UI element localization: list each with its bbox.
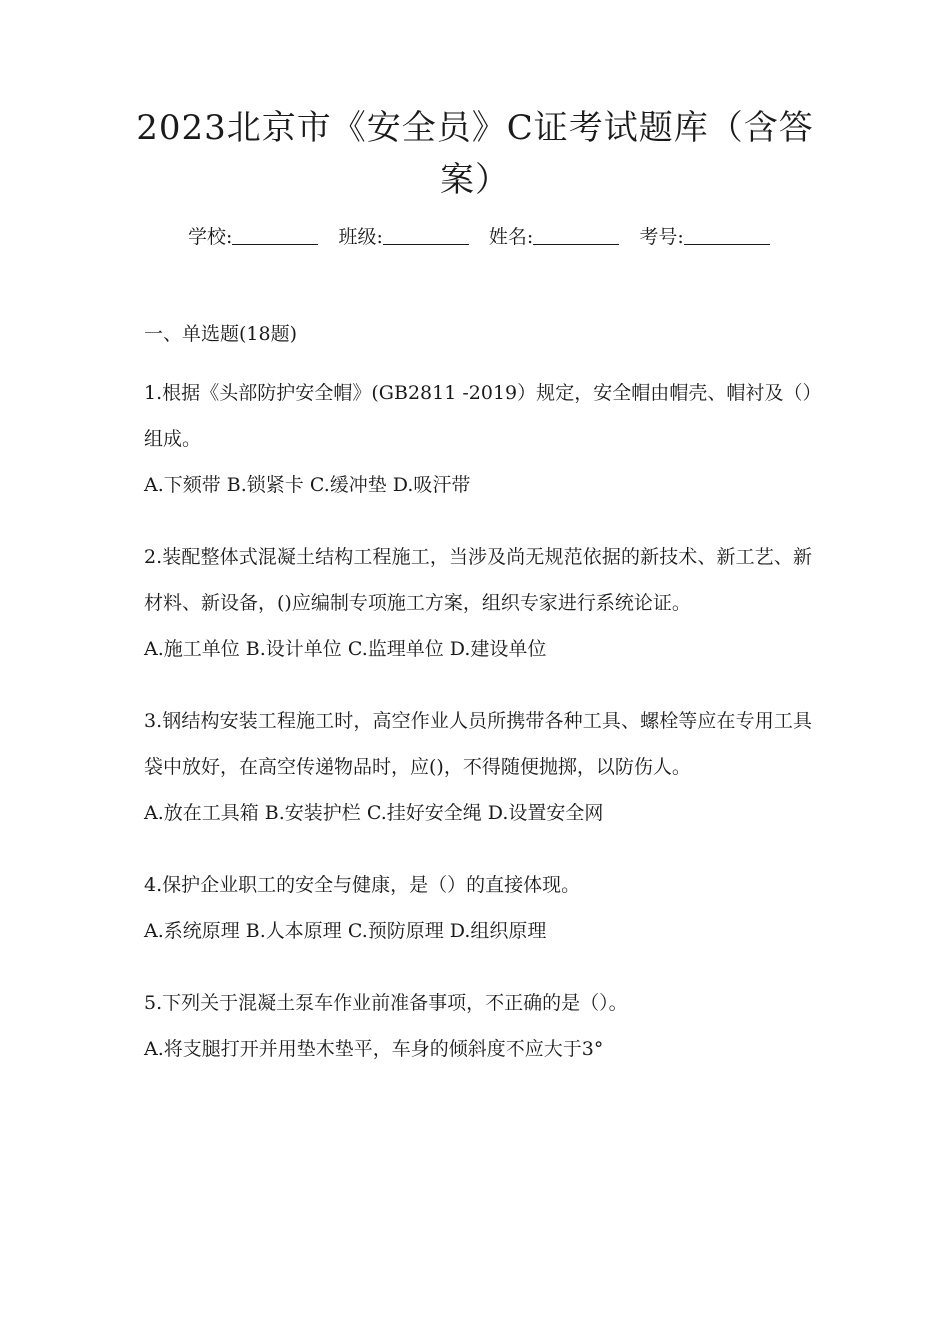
student-info-line <box>188 222 784 252</box>
question-stem: 3.钢结构安装工程施工时，高空作业人员所携带各种工具、螺栓等应在专用工具袋中放好，在高空传递物品时，应()，不得随便抛掷，以防伤人。 <box>144 710 812 778</box>
question-options: A.放在工具箱 B.安装护栏 C.挂好安全绳 D.设置安全网 <box>144 802 604 824</box>
school-blank <box>232 224 318 245</box>
exam-number-blank <box>684 224 770 245</box>
question-item <box>144 980 812 1072</box>
question-item <box>144 698 812 836</box>
info-field-exam-number: 考号: <box>639 226 777 248</box>
section-title: 一、单选题(18题) <box>144 323 298 345</box>
question-options: A.将支腿打开并用垫木垫平，车身的倾斜度不应大于3° <box>144 1038 604 1060</box>
question-stem: 5.下列关于混凝土泵车作业前准备事项，不正确的是（）。 <box>144 992 628 1014</box>
question-stem: 2.装配整体式混凝土结构工程施工，当涉及尚无规范依据的新技术、新工艺、新材料、新设备，()应编制专项施工方案，组织专家进行系统论证。 <box>144 546 812 614</box>
info-field-school: 学校: <box>188 226 326 248</box>
class-blank <box>383 224 469 245</box>
info-field-class: 班级: <box>338 226 476 248</box>
question-item <box>144 534 812 672</box>
info-field-name: 姓名: <box>489 226 627 248</box>
question-item <box>144 370 812 508</box>
question-options: A.施工单位 B.设计单位 C.监理单位 D.建设单位 <box>144 638 547 660</box>
question-stem: 4.保护企业职工的安全与健康，是（）的直接体现。 <box>144 874 581 896</box>
question-stem: 1.根据《头部防护安全帽》(GB2811 -2019）规定，安全帽由帽壳、帽衬及（）组成。 <box>144 382 812 450</box>
name-blank <box>533 224 619 245</box>
question-options: A.下颏带 B.锁紧卡 C.缓冲垫 D.吸汗带 <box>144 474 471 496</box>
question-item <box>144 862 812 954</box>
document-title: 2023北京市《安全员》C证考试题库（含答案） <box>136 108 814 200</box>
questions-section <box>144 318 812 1098</box>
question-options: A.系统原理 B.人本原理 C.预防原理 D.组织原理 <box>144 920 547 942</box>
